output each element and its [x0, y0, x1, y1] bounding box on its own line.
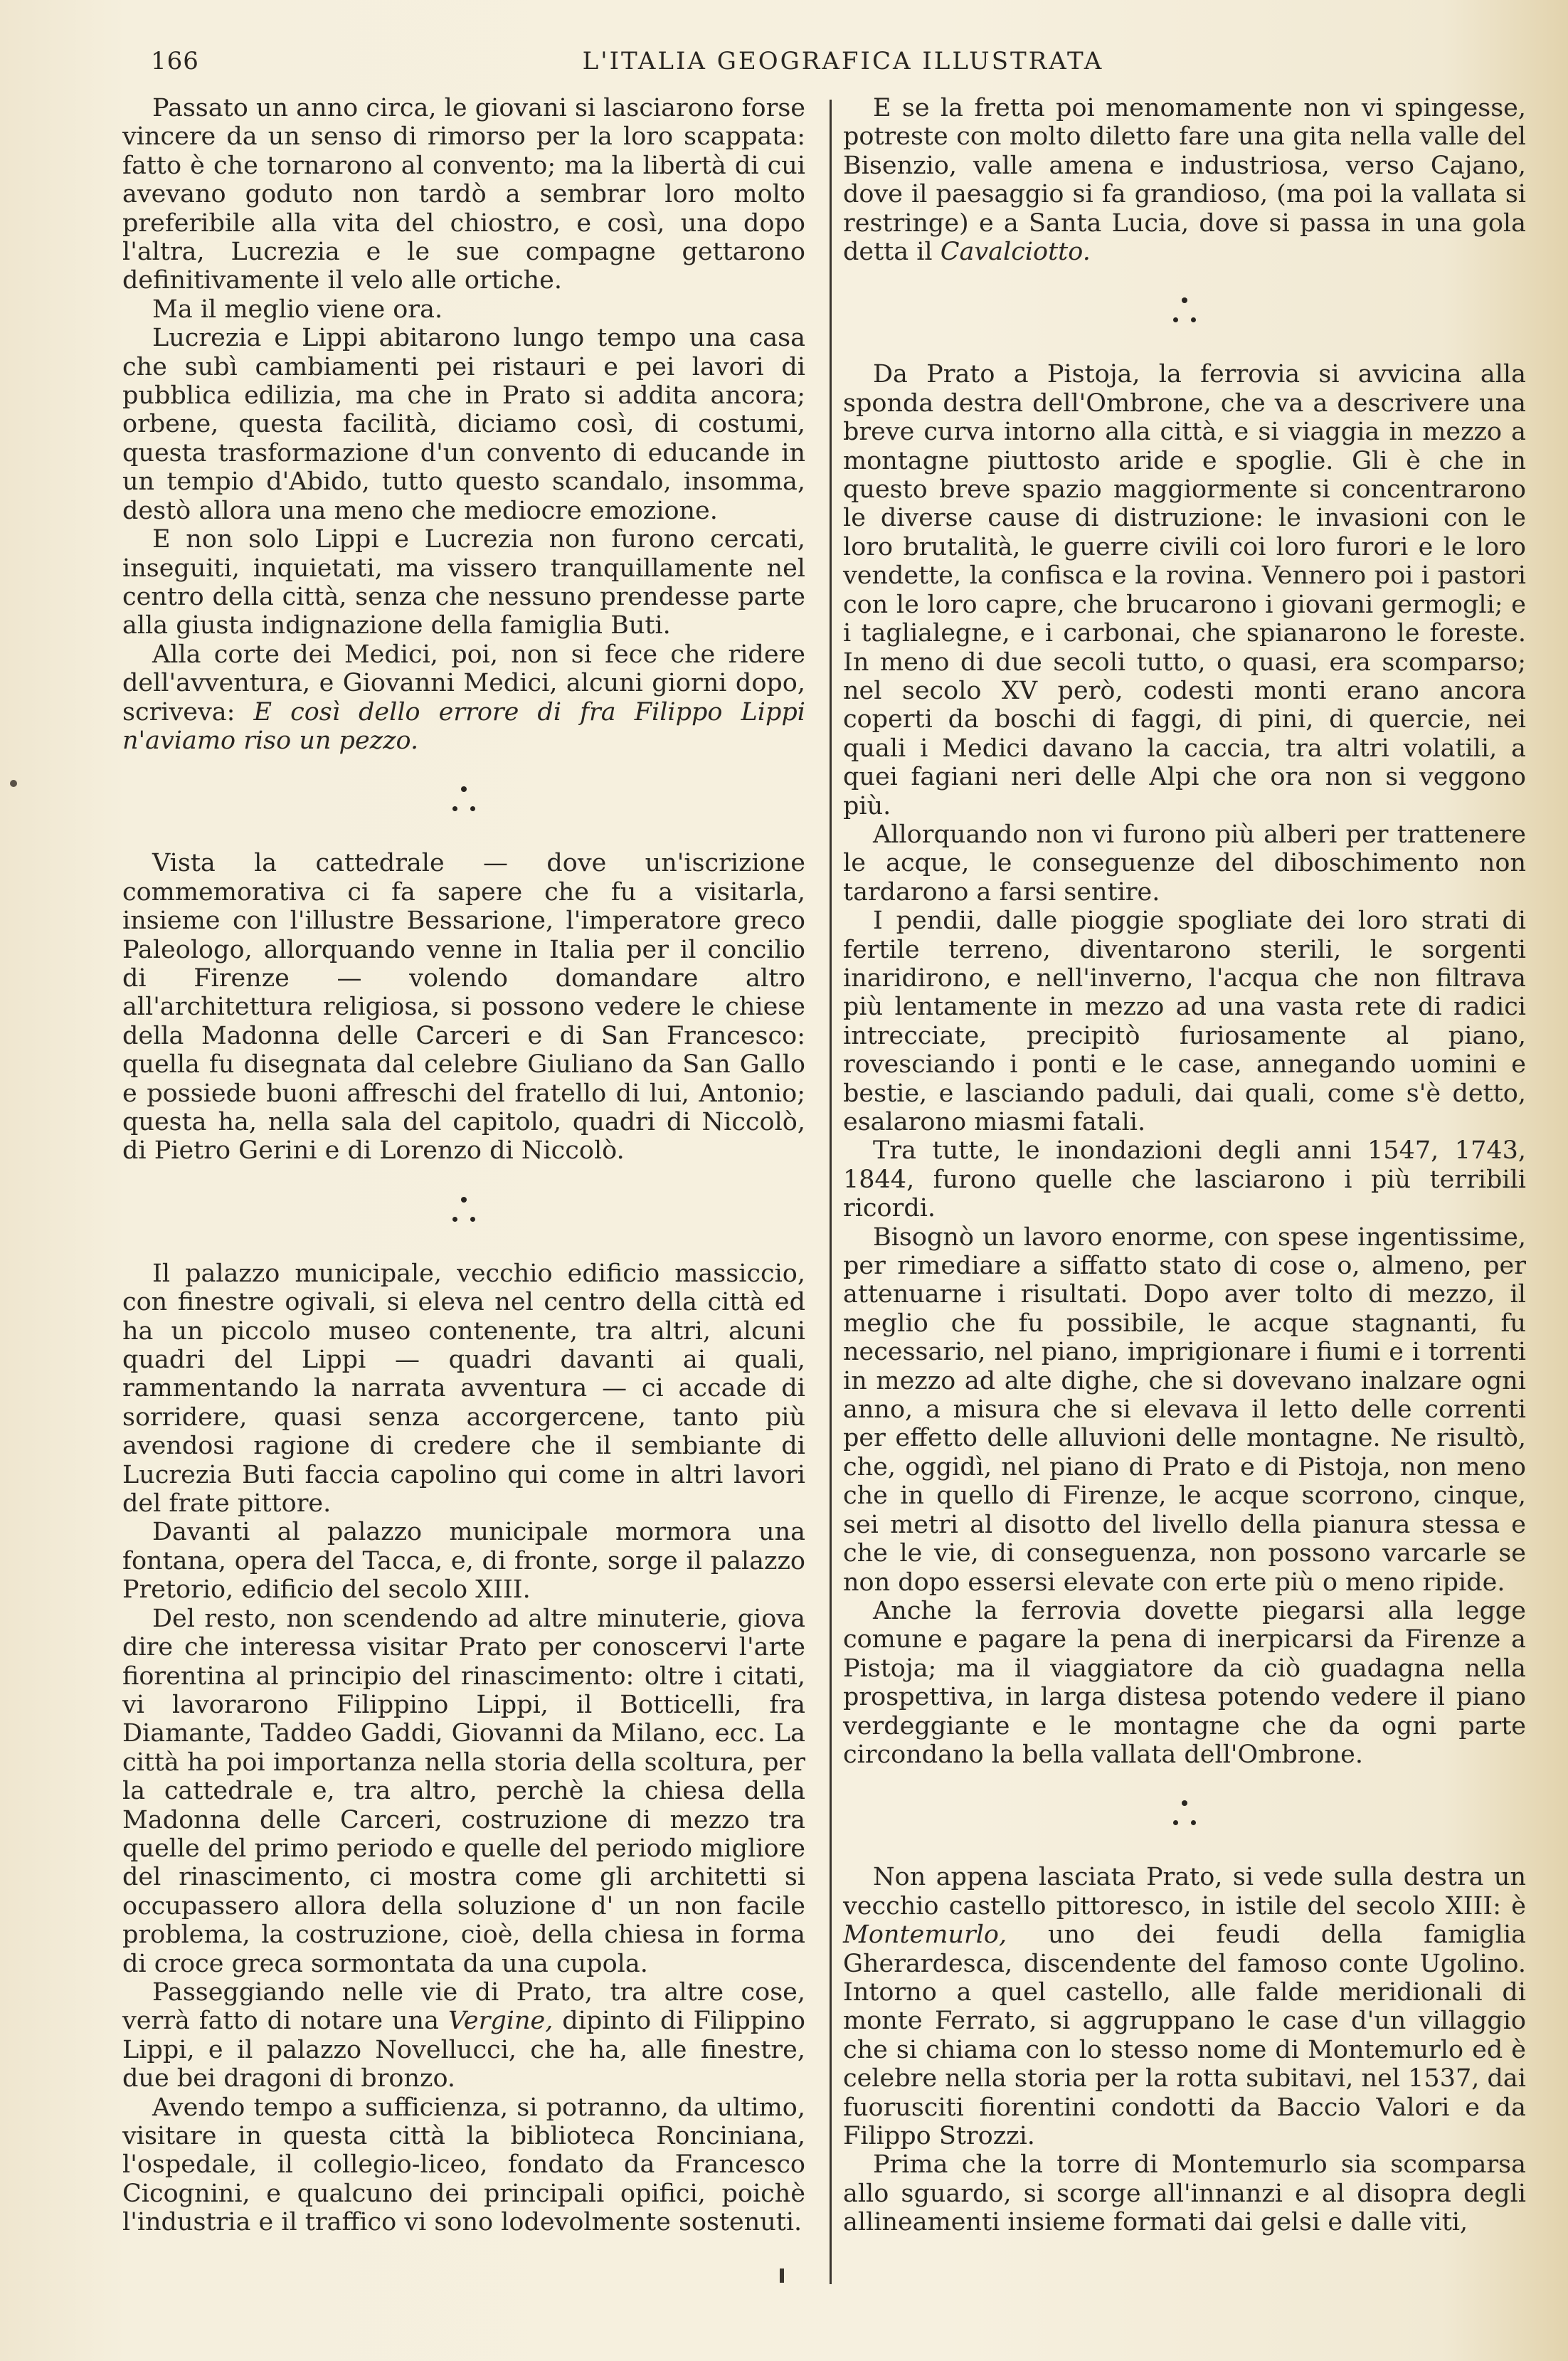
paragraph: Allorquando non vi furono più alberi per trattenere le acque, le conseguenze del diboschimento non tardarono a farsi sentire. [843, 820, 1526, 907]
left-column [122, 94, 805, 2237]
italic-place-name: Cavalciotto. [940, 238, 1091, 267]
paragraph: Passato un anno circa, le giovani si lasciarono forse vincere da un senso di rimorso per la loro scappata: fatto è che tornarono al convento; ma la libertà di cui avevano goduto non tardò a sembrar loro molto preferibile alla vita del chiostro, e così, una dopo l'altra, Lucrezia e le sue compagne gettarono definitivamente il velo alle ortiche. [122, 94, 805, 295]
section-separator [843, 1769, 1526, 1863]
paragraph: Avendo tempo a sufficienza, si potranno, da ultimo, visitare in questa città la biblioteca Ronciniana, l'ospedale, il collegio-liceo, fondato da Francesco Cicognini, e qualcuno dei principali opifici, poichè l'industria e il traffico vi sono lodevolmente sostenuti. [122, 2093, 805, 2237]
paragraph: Anche la ferrovia dovette piegarsi alla legge comune e pagare la pena di inerpicarsi da Firenze a Pistoja; ma il viaggiatore da ciò guadagna nella prospettiva, in larga distesa potendo vedere il piano verdeggiante e le montagne che da ogni parte circondano la bella vallata dell'Ombrone. [843, 1596, 1526, 1769]
column-divider [830, 100, 832, 2284]
paragraph-text: Passeggiando nelle vie di Prato, tra altre cose, verrà fatto di notare una [122, 1977, 805, 2036]
section-separator [122, 755, 805, 849]
paragraph: Bisognò un lavoro enorme, con spese ingentissime, per rimediare a siffatto stato di cose o, almeno, per attenuarne i risultati. Dopo aver tolto di mezzo, il meglio che fu possibile, le acque stagnanti, fu necessario, nel piano, imprigionare i fiumi e i torrenti in mezzo ad alte dighe, che si dovevano inalzare ogni anno, a misura che si elevava il letto delle correnti per effetto delle alluvioni delle montagne. Ne risultò, che, oggidì, nel piano di Prato e di Pistoja, non meno che in quello di Firenze, le acque scorrono, cinque, sei metri al disotto del livello della pianura stessa e che le vie, di conseguenza, non possono varcarle se non dopo essersi elevate con erte più o meno ripide. [843, 1222, 1526, 1597]
paragraph: Ma il meglio viene ora. [152, 295, 443, 324]
paragraph-text: dipinto di Filippino Lippi, e il palazzo Novellucci, che ha, alle finestre, due bei dragoni di bronzo. [122, 2007, 805, 2093]
paragraph: I pendii, dalle pioggie spogliate dei loro strati di fertile terreno, diventarono sterili, le sorgenti inaridirono, e nell'inverno, l'acqua che non filtrava più lentamente in mezzo ad una vasta rete di radici intrecciate, precipitò furiosamente al piano, rovesciando i ponti e le case, annegando uomini e bestie, e lasciando paduli, dai quali, come s'è detto, esalarono miasmi fatali. [843, 907, 1526, 1136]
right-column [843, 94, 1526, 2237]
paragraph-text: E se la fretta poi menomamente non vi spingesse, potreste con molto diletto fare una gita nella valle del Bisenzio, valle amena e industriosa, verso Cajano, dove il paesaggio si fa grandioso, (ma poi la vallata si restringe) e a Santa Lucia, dove si passa in una gola detta il [843, 94, 1526, 267]
running-title: L'ITALIA GEOGRAFICA ILLUSTRATA [582, 47, 1104, 75]
paragraph: Lucrezia e Lippi abitarono lungo tempo una casa che subì cambiamenti pei ristauri e pei lavori di pubblica edilizia, ma che in Prato si addita ancora; orbene, questa facilità, diciamo così, di costumi, questa trasformazione d'un convento di educande in un tempio d'Abido, tutto questo scandalo, insomma, destò allora una meno che mediocre emozione. [122, 324, 805, 525]
paragraph [843, 94, 1526, 266]
italic-place-name: Montemurlo, [843, 1921, 1007, 1950]
paragraph [122, 1978, 805, 2093]
paragraph-text: Alla corte dei Medici, poi, non si fece che ridere dell'avventura, e Giovanni Medici, alcuni giorni dopo, scriveva: [122, 640, 805, 727]
paragraph [843, 1863, 1526, 2150]
paragraph: Prima che la torre di Montemurlo sia scomparsa allo sguardo, si scorge all'innanzi e al disopra degli allineamenti insieme formati dai gelsi e dalle viti, [843, 2150, 1526, 2237]
italic-quote: E così dello errore di fra Filippo Lippi n'aviamo riso un pezzo. [122, 697, 805, 755]
italic-word: Vergine, [447, 2007, 553, 2036]
paragraph-text: Non appena lasciata Prato, si vede sulla destra un vecchio castello pittoresco, in istile del secolo XIII: è [843, 1863, 1526, 1921]
print-mark [780, 2268, 784, 2283]
paragraph-text: uno dei feudi della famiglia Gherardesca, discendente del famoso conte Ugolino. Intorno a quel castello, alle falde meridionali di monte Ferrato, si aggruppano le case d'un villaggio che si chiama con lo stesso nome di Montemurlo ed è celebre nella storia per la rotta subitavi, nel 1537, dai fuorusciti fiorentini condotti da Baccio Valori e da Filippo Strozzi. [843, 1921, 1526, 2150]
paragraph: Il palazzo municipale, vecchio edificio massiccio, con finestre ogivali, si eleva nel centro della città ed ha un piccolo museo contenente, tra altri, alcuni quadri del Lippi — quadri davanti ai quali, rammentando la narrata avventura — ci accade di sorridere, quasi senza accorgercene, tanto più avendosi ragione di credere che il sembiante di Lucrezia Buti faccia capolino qui come in altri lavori del frate pittore. [122, 1259, 805, 1518]
paragraph: Da Prato a Pistoja, la ferrovia si avvicina alla sponda destra dell'Ombrone, che va a descrivere una breve curva intorno alla città, e si viaggia in mezzo a montagne piuttosto aride e spoglie. Gli è che in questo breve spazio maggiormente si concentrarono le diverse cause di distruzione: le invasioni con le loro brutalità, le guerre civili coi loro furori e le loro vendette, la confisca e la rovina. Vennero poi i pastori con le loro capre, che brucarono i giovani germogli; e i taglialegne, e i carbonai, che spianarono le foreste. In meno di due secoli tutto, o quasi, era scomparso; nel secolo XV però, codesti monti erano ancora coperti da boschi di faggi, di pini, di quercie, nei quali i Medici davano la caccia, tra altri volatili, a quei fagiani neri delle Alpi che ora non si veggono più. [843, 360, 1526, 820]
paragraph: Davanti al palazzo municipale mormora una fontana, opera del Tacca, e, di fronte, sorge il palazzo Pretorio, edificio del secolo XIII. [122, 1518, 805, 1605]
section-separator [843, 266, 1526, 360]
paragraph: Tra tutte, le inondazioni degli anni 1547, 1743, 1844, furono quelle che lasciarono i più terribili ricordi. [843, 1136, 1526, 1223]
page-number: 166 [151, 47, 199, 75]
page-header [135, 47, 1551, 83]
paragraph: Vista la cattedrale — dove un'iscrizione commemorativa ci fa sapere che fu a visitarla, insieme con l'illustre Bessarione, l'imperatore greco Paleologo, allorquando venne in Italia per il concilio di Firenze — volendo domandare altro all'architettura religiosa, si possono vedere le chiese della Madonna delle Carceri e di San Francesco: quella fu disegnata dal celebre Giuliano da San Gallo e possiede buoni affreschi del fratello di lui, Antonio; questa ha, nella sala del capitolo, quadri di Niccolò, di Pietro Gerini e di Lorenzo di Niccolò. [122, 849, 805, 1166]
paragraph [122, 640, 805, 756]
paragraph: E non solo Lippi e Lucrezia non furono cercati, inseguiti, inquietati, ma vissero tranquillamente nel centro della città, senza che nessuno prendesse parte alla giusta indignazione della famiglia Buti. [122, 525, 805, 640]
section-separator [122, 1166, 805, 1259]
margin-speck [10, 780, 17, 787]
paragraph: Del resto, non scendendo ad altre minuterie, giova dire che interessa visitar Prato per conoscervi l'arte fiorentina al principio del rinascimento: oltre i citati, vi lavorarono Filippino Lippi, il Botticelli, fra Diamante, Taddeo Gaddi, Giovanni da Milano, ecc. La città ha poi importanza nella storia della scoltura, per la cattedrale e, tra altro, perchè la chiesa della Madonna delle Carceri, costruzione di mezzo tra quelle del primo periodo e quelle del periodo migliore del rinascimento, ci mostra come gli architetti si occupassero allora della soluzione d' un non facile problema, la costruzione, cioè, della chiesa in forma di croce greca sormontata da una cupola. [122, 1604, 805, 1978]
